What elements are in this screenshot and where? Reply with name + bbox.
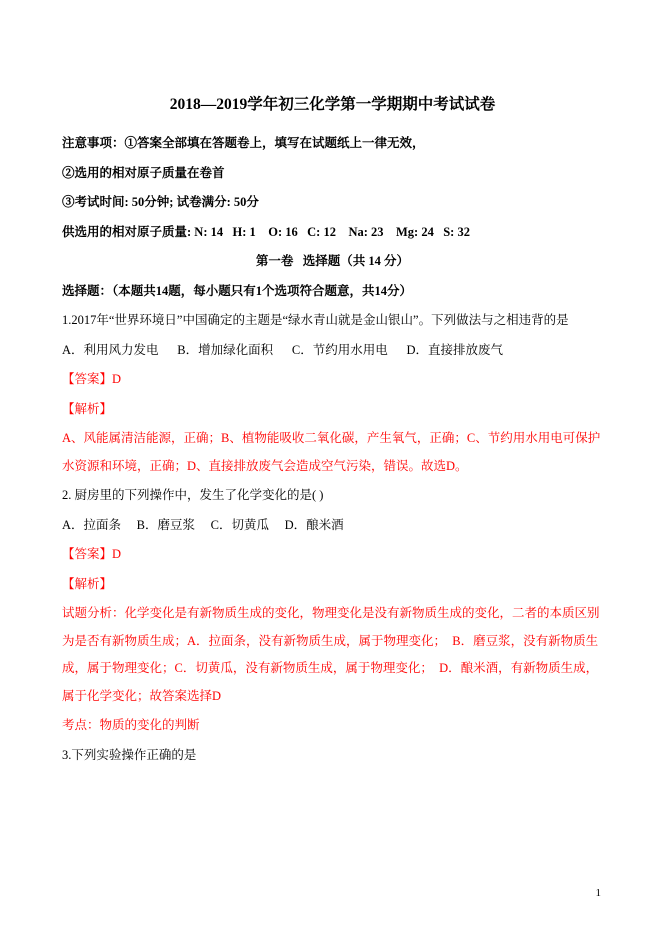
paragraph: 【答案】D xyxy=(62,547,122,561)
paragraph: 考点：物质的变化的判断 xyxy=(62,718,200,732)
paragraph: 【解析】 xyxy=(62,401,113,416)
paragraph: ②选用的相对原子质量在卷首 xyxy=(62,165,225,180)
paragraph: A．利用风力发电 B．增加绿化面积 C．节约用水用电 D．直接排放废气 xyxy=(62,342,503,357)
paragraph: 供选用的相对原子质量: N: 14 H: 1 O: 16 C: 12 Na: 23 Mg: 24 S: 32 xyxy=(62,224,470,239)
paragraph: ③考试时间: 50分钟; 试卷满分: 50分 xyxy=(62,195,259,209)
paragraph-list xyxy=(62,130,603,769)
paragraph: 第一卷 选择题（共 14 分） xyxy=(255,254,410,268)
document-title: 2018—2019学年初三化学第一学期期中考试试卷 xyxy=(169,96,496,113)
paragraph: 2. 厨房里的下列操作中，发生了化学变化的是( ) xyxy=(62,488,324,502)
paragraph: A、风能属清洁能源，正确；B、植物能吸收二氧化碳，产生氧气，正确；C、节约用水用电可保护水资源和环境，正确；D、直接排放废气会造成空气污染，错误。故选D。 xyxy=(62,431,601,473)
paragraph: 注意事项：①答案全部填在答题卷上，填写在试题纸上一律无效， xyxy=(62,136,425,150)
page-number: 1 xyxy=(595,887,601,899)
paragraph: 【解析】 xyxy=(62,576,113,591)
paragraph: 【答案】D xyxy=(62,372,122,386)
paragraph: 1.2017年“世界环境日”中国确定的主题是“绿水青山就是金山银山”。下列做法与之相违背的是 xyxy=(62,313,569,327)
paragraph: A．拉面条 B．磨豆浆 C．切黄瓜 D．酿米酒 xyxy=(62,517,344,532)
paragraph: 3.下列实验操作正确的是 xyxy=(62,747,197,762)
paragraph: 选择题：（本题共14题，每小题只有1个选项符合题意，共14分） xyxy=(62,283,413,298)
paragraph: 试题分析：化学变化是有新物质生成的变化，物理变化是没有新物质生成的变化，二者的本质区别为是否有新物质生成；A．拉面条，没有新物质生成，属于物理变化； B．磨豆浆，没有新物质生成，属于物理变化；C．切黄瓜，没有新物质生成，属于物理变化； D．酿米酒，有新物质生成，属于化学变化；故答案选择D xyxy=(62,606,600,703)
